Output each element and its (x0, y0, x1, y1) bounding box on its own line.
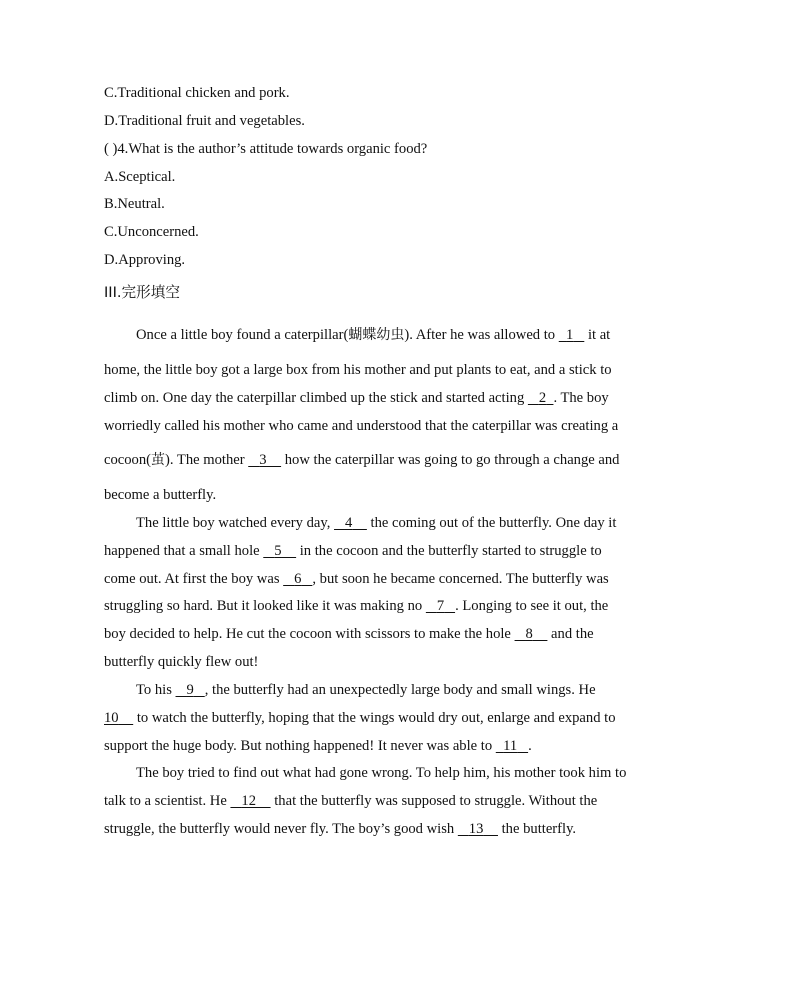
passage-line: become a butterfly. (104, 487, 217, 503)
passage-text: that the butterfly was supposed to struggle. Without the (270, 793, 598, 809)
blank-8: 8 (525, 626, 533, 642)
blank-4: 4 (344, 515, 353, 531)
blank-7: 7 (436, 598, 445, 614)
blank-6: 6 (294, 571, 302, 587)
option-d: D.Approving. (104, 252, 186, 268)
option-d: D.Traditional fruit and vegetables. (104, 113, 305, 129)
option-a: A.Sceptical. (104, 169, 176, 185)
passage-text: the butterfly. (497, 821, 577, 837)
answer-paren: ( ) (104, 141, 118, 157)
passage-text: in the cocoon and the butterfly started to struggle to (296, 543, 602, 559)
passage-text: the coming out of the butterfly. One day it (366, 515, 617, 531)
passage-text: boy decided to help. He cut the cocoon with scissors to make the hole (104, 626, 515, 642)
passage-text: . Longing to see it out, the (455, 598, 609, 614)
passage-text: to watch the butterfly, hoping that the wings would dry out, enlarge and expand to (133, 710, 616, 726)
passage-text: ). The mother (165, 452, 249, 468)
passage-text: cocoon( (104, 452, 152, 468)
section-heading: III.完形填空 (104, 284, 180, 301)
option-b: B.Neutral. (104, 196, 165, 212)
passage-text: support the huge body. But nothing happened! It never was able to (104, 738, 496, 754)
passage-text: To his (136, 682, 176, 698)
blank-2: 2 (538, 390, 547, 406)
blank-12: 12 (241, 793, 256, 809)
chinese-gloss: 蝴蝶幼虫 (348, 327, 405, 343)
passage-text: ). After he was allowed to (404, 327, 559, 343)
blank-13: 13 (468, 821, 484, 837)
passage-text: . (528, 738, 532, 754)
passage-line (136, 328, 610, 343)
passage-line (104, 794, 597, 809)
passage-text: how the caterpillar was going to go through a change and (281, 452, 620, 468)
question-4-text: 4.What is the author’s attitude towards organic food? (117, 141, 428, 157)
passage-line (136, 683, 596, 698)
passage-text: happened that a small hole (104, 543, 264, 559)
passage-text: it at (584, 327, 611, 343)
passage-line (104, 627, 594, 642)
blank-3: 3 (259, 452, 267, 468)
passage-text: Once a little boy found a caterpillar( (136, 327, 349, 343)
passage-line: worriedly called his mother who came and understood that the caterpillar was creating a (104, 418, 619, 434)
blank-9: 9 (186, 682, 194, 698)
passage-text: struggling so hard. But it looked like it was making no (104, 598, 426, 614)
blank-5: 5 (274, 543, 282, 559)
passage-line (104, 391, 609, 406)
passage-text: and the (547, 626, 594, 642)
passage-line: The boy tried to find out what had gone wrong. To help him, his mother took him to (136, 765, 627, 781)
passage-line (104, 739, 532, 754)
chinese-gloss: 茧 (151, 452, 166, 468)
passage-text: struggle, the butterfly would never fly. The boy’s good wish (104, 821, 458, 837)
passage-line (104, 599, 608, 614)
passage-line (136, 516, 616, 531)
passage-line (104, 572, 609, 587)
blank-1: 1 (566, 327, 574, 343)
passage-line (104, 544, 602, 559)
blank-10: 10 (104, 710, 119, 726)
passage-text: . The boy (553, 390, 609, 406)
passage-line (104, 711, 616, 726)
option-c: C.Unconcerned. (104, 224, 199, 240)
passage-text: come out. At first the boy was (104, 571, 284, 587)
passage-text: talk to a scientist. He (104, 793, 231, 809)
passage-text: , but soon he became concerned. The butterfly was (312, 571, 609, 587)
blank-11: 11 (503, 738, 518, 754)
passage-text: climb on. One day the caterpillar climbed up the stick and started acting (104, 390, 528, 406)
passage-line (104, 453, 619, 468)
passage-line (104, 822, 576, 837)
passage-text: The little boy watched every day, (136, 515, 335, 531)
question-4 (104, 142, 427, 157)
passage-text: , the butterfly had an unexpectedly large body and small wings. He (204, 682, 596, 698)
passage-line: butterfly quickly flew out! (104, 654, 259, 670)
passage-line: home, the little boy got a large box from his mother and put plants to eat, and a stick to (104, 362, 612, 378)
option-c: C.Traditional chicken and pork. (104, 85, 290, 101)
